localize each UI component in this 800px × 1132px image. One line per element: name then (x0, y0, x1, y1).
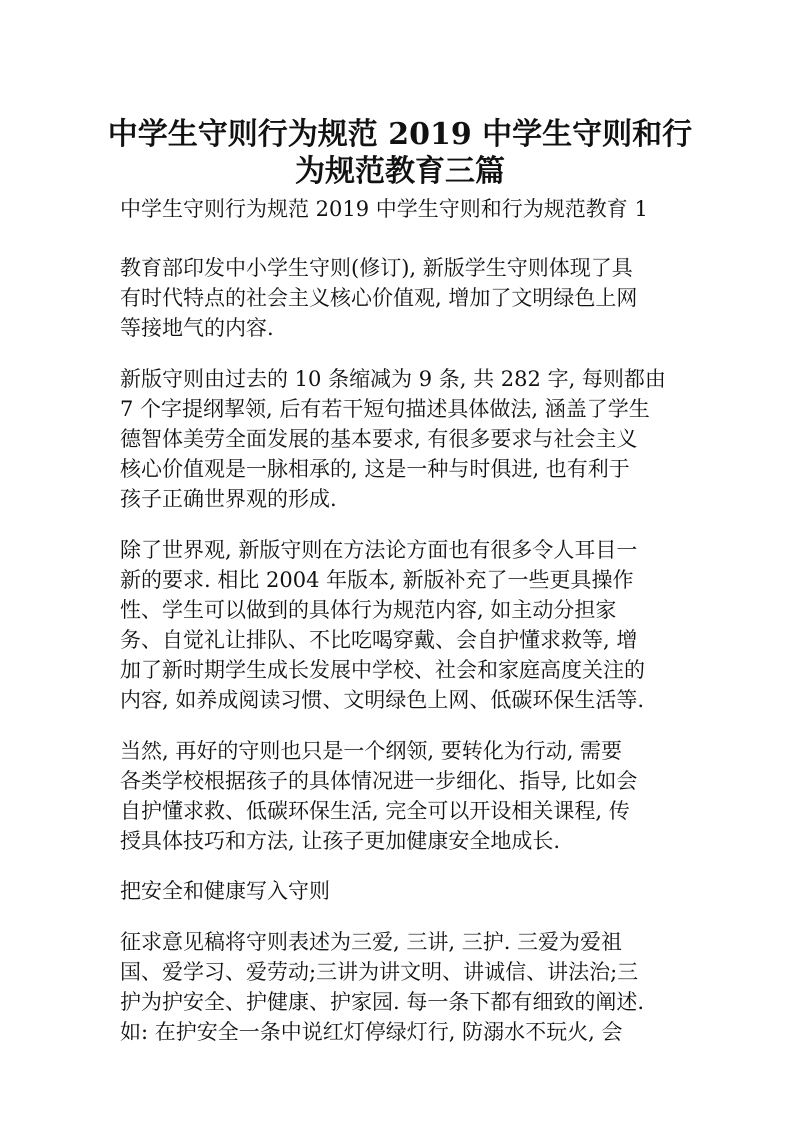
paragraph-3-line-3: 性、学生可以做到的具体行为规范内容, 如主动分担家 (120, 598, 617, 622)
paragraph-4-line-2: 各类学校根据孩子的具体情况进一步细化、指导, 比如会 (120, 769, 638, 793)
paragraph-1-line-3: 等接地气的内容. (120, 316, 274, 340)
paragraph-1-line-1: 教育部印发中小学生守则(修订), 新版学生守则体现了具 (120, 256, 633, 280)
paragraph-6-line-4: 如: 在护安全一条中说红灯停绿灯行, 防溺水不玩火, 会 (120, 1020, 623, 1044)
paragraph-4-line-3: 自护懂求救、低碳环保生活, 完全可以开设相关课程, 传 (120, 799, 630, 823)
paragraph-3-line-2: 新的要求. 相比 2004 年版本, 新版补充了一些更具操作 (120, 568, 634, 592)
document-subtitle: 中学生守则行为规范 2019 中学生守则和行为规范教育 1 (120, 197, 648, 221)
paragraph-1-line-2: 有时代特点的社会主义核心价值观, 增加了文明绿色上网 (120, 286, 638, 310)
paragraph-3-line-6: 内容, 如养成阅读习惯、文明绿色上网、低碳环保生活等. (120, 688, 645, 712)
paragraph-6-line-3: 护为护安全、护健康、护家园. 每一条下都有细致的阐述. (120, 990, 645, 1014)
section-heading: 把安全和健康写入守则 (120, 879, 330, 903)
paragraph-6-line-2: 国、爱学习、爱劳动;三讲为讲文明、讲诚信、讲法治;三 (120, 960, 639, 984)
paragraph-4-line-1: 当然, 再好的守则也只是一个纲领, 要转化为行动, 需要 (120, 739, 623, 763)
paragraph-2-line-3: 德智体美劳全面发展的基本要求, 有很多要求与社会主义 (120, 427, 638, 451)
paragraph-2-line-5: 孩子正确世界观的形成. (120, 487, 337, 511)
paragraph-4-line-4: 授具体技巧和方法, 让孩子更加健康安全地成长. (120, 829, 561, 853)
document-title-line-2: 为规范教育三篇 (295, 154, 505, 189)
document-title-line-1: 中学生守则行为规范 2019 中学生守则和行 (107, 117, 693, 152)
paragraph-3-line-1: 除了世界观, 新版守则在方法论方面也有很多令人耳目一 (120, 538, 638, 562)
paragraph-2-line-4: 核心价值观是一脉相承的, 这是一种与时俱进, 也有利于 (120, 457, 630, 481)
paragraph-6-line-1: 征求意见稿将守则表述为三爱, 三讲, 三护. 三爱为爱祖 (120, 930, 623, 954)
paragraph-3-line-5: 加了新时期学生成长发展中学校、社会和家庭高度关注的 (120, 658, 645, 682)
paragraph-2-line-2: 7 个字提纲挈领, 后有若干短句描述具体做法, 涵盖了学生 (120, 397, 650, 421)
paragraph-2-line-1: 新版守则由过去的 10 条缩减为 9 条, 共 282 字, 每则都由 (120, 367, 666, 391)
paragraph-3-line-4: 务、自觉礼让排队、不比吃喝穿戴、会自护懂求救等, 增 (120, 628, 638, 652)
